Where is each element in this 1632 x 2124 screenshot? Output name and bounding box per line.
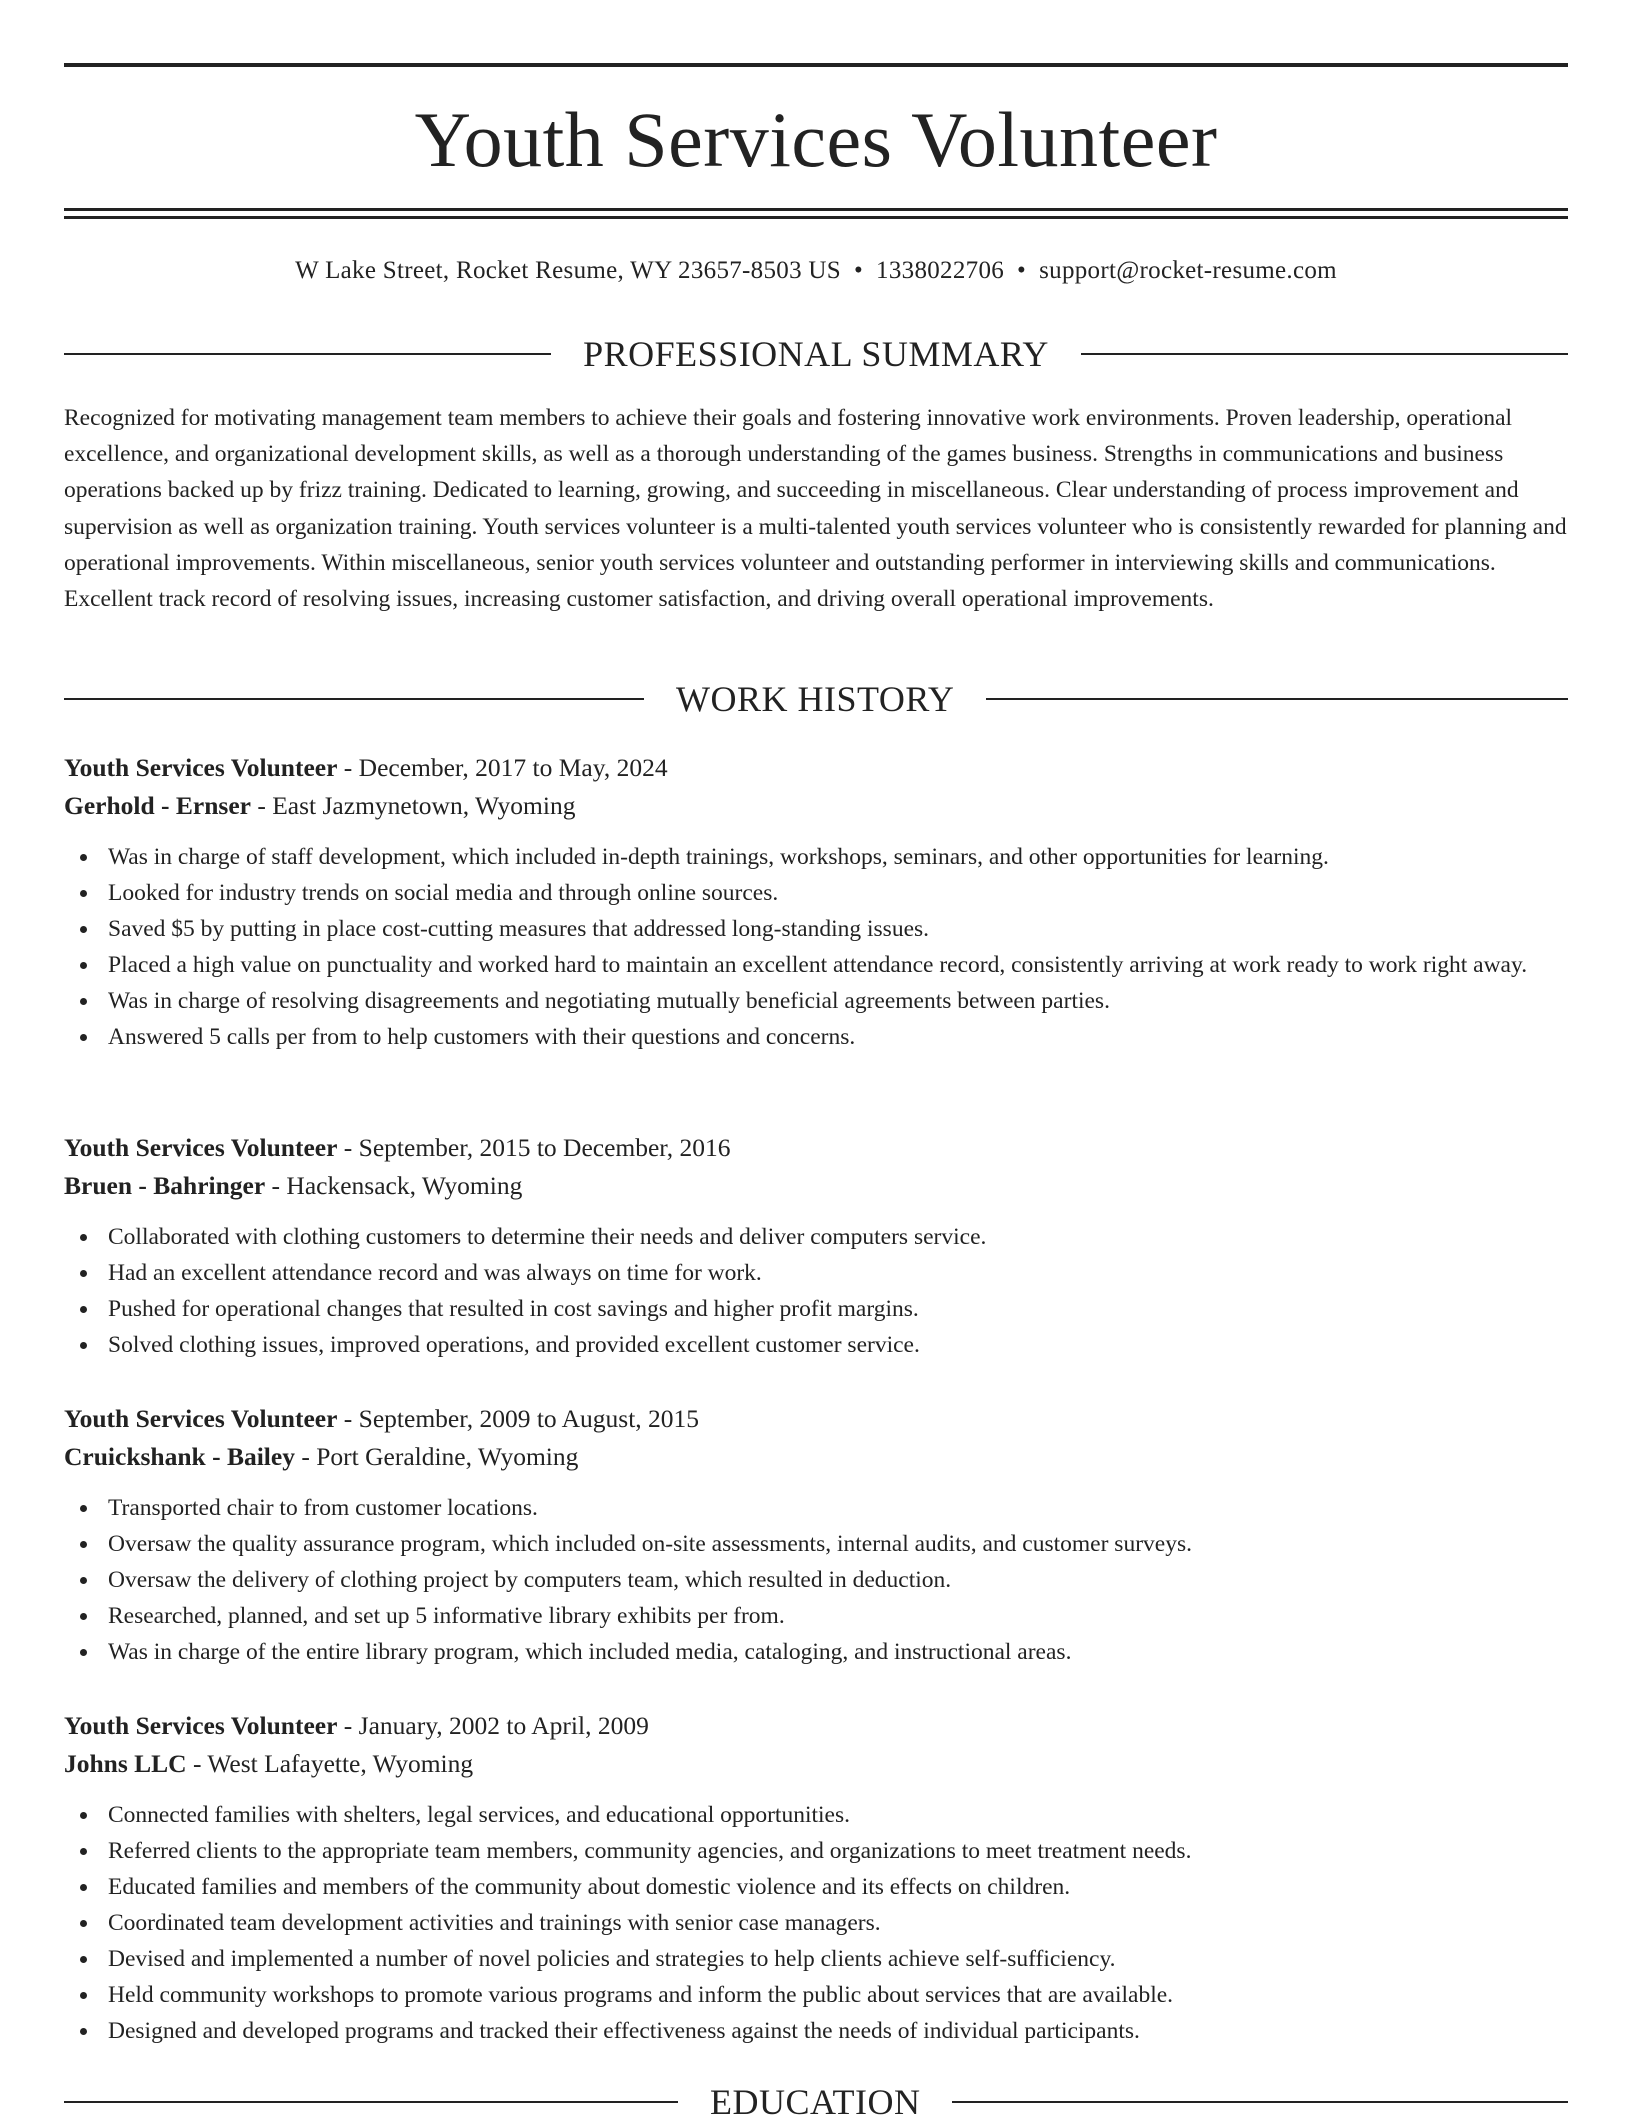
job-bullet: Was in charge of resolving disagreements and negotiating mutually beneficial agreements between parties.	[64, 983, 1568, 1019]
job-bullet: Looked for industry trends on social media and through online sources.	[64, 875, 1568, 911]
section-rule-left	[64, 698, 644, 700]
job-bullet: Saved $5 by putting in place cost-cutting measures that addressed long-standing issues.	[64, 911, 1568, 947]
section-rule-right	[986, 698, 1568, 700]
job-title: Youth Services Volunteer	[64, 1404, 338, 1433]
header-top-rule	[64, 63, 1568, 67]
job-bullet: Pushed for operational changes that resulted in cost savings and higher profit margins.	[64, 1291, 1568, 1327]
job-location: - West Lafayette, Wyoming	[186, 1749, 474, 1778]
job-bullet: Researched, planned, and set up 5 informative library exhibits per from.	[64, 1598, 1568, 1634]
job-company-line	[64, 1438, 1568, 1476]
contact-phone: 1338022706	[876, 257, 1005, 284]
job-company: Cruickshank - Bailey	[64, 1442, 295, 1471]
job-bullets	[64, 1219, 1568, 1363]
job-bullets	[64, 1797, 1568, 2049]
job-company: Bruen - Bahringer	[64, 1171, 266, 1200]
job-location: - East Jazmynetown, Wyoming	[250, 791, 576, 820]
section-heading-work-history	[64, 677, 1568, 721]
contact-email: support@rocket-resume.com	[1039, 257, 1337, 284]
job-bullet: Designed and developed programs and tracked their effectiveness against the needs of individual participants.	[64, 2013, 1568, 2049]
section-heading-education	[64, 2080, 1568, 2124]
section-title-work-history: WORK HISTORY	[676, 679, 955, 719]
section-heading-summary	[64, 332, 1568, 376]
section-rule-right	[952, 2101, 1568, 2103]
job-bullet: Referred clients to the appropriate team members, community agencies, and organizations to meet treatment needs.	[64, 1833, 1568, 1869]
summary-paragraph: Recognized for motivating management team members to achieve their goals and fostering innovative work environments. Proven leadership, operational excellence, and organizational development skills, as well as a thorough understanding of the games business. Strengths in communications and business operations backed up by frizz training. Dedicated to learning, growing, and succeeding in miscellaneous. Clear understanding of process improvement and supervision as well as organization training. Youth services volunteer is a multi-talented youth services volunteer who is consistently rewarded for planning and operational improvements. Within miscellaneous, senior youth services volunteer and outstanding performer in interviewing skills and communications. Excellent track record of resolving issues, increasing customer satisfaction, and driving overall operational improvements.	[64, 405, 1567, 613]
job-bullet: Answered 5 calls per from to help customers with their questions and concerns.	[64, 1019, 1568, 1055]
header-bottom-rule-second	[64, 216, 1568, 219]
job-bullet: Had an excellent attendance record and was always on time for work.	[64, 1255, 1568, 1291]
section-title-summary: PROFESSIONAL SUMMARY	[583, 334, 1049, 374]
section-rule-left	[64, 353, 551, 355]
job-title-line	[64, 1707, 1568, 1745]
job-bullets	[64, 839, 1568, 1055]
job-company: Johns LLC	[64, 1749, 187, 1778]
job-bullets	[64, 1490, 1568, 1670]
job-bullet: Devised and implemented a number of novel policies and strategies to help clients achieve self-sufficiency.	[64, 1941, 1568, 1977]
job-location: - Port Geraldine, Wyoming	[294, 1442, 579, 1471]
job-title: Youth Services Volunteer	[64, 753, 338, 782]
job-bullet: Collaborated with clothing customers to determine their needs and deliver computers service.	[64, 1219, 1568, 1255]
job-bullet: Was in charge of the entire library program, which included media, cataloging, and instructional areas.	[64, 1634, 1568, 1670]
job-title-line	[64, 1400, 1568, 1438]
header-bottom-rule	[64, 208, 1568, 211]
job-entry	[64, 1707, 1568, 2049]
contact-address: W Lake Street, Rocket Resume, WY 23657-8503 US	[295, 257, 841, 284]
job-title: Youth Services Volunteer	[64, 1133, 338, 1162]
job-company-line	[64, 1745, 1568, 1783]
job-title-line	[64, 1129, 1568, 1167]
job-bullet: Educated families and members of the community about domestic violence and its effects on children.	[64, 1869, 1568, 1905]
job-bullet: Held community workshops to promote various programs and inform the public about services that are available.	[64, 1977, 1568, 2013]
job-bullet: Oversaw the delivery of clothing project by computers team, which resulted in deduction.	[64, 1562, 1568, 1598]
job-location: - Hackensack, Wyoming	[265, 1171, 523, 1200]
section-title-education: EDUCATION	[710, 2082, 921, 2122]
section-rule-right	[1081, 353, 1568, 355]
job-dates: - September, 2015 to December, 2016	[337, 1133, 731, 1162]
job-title-line	[64, 749, 1568, 787]
job-bullet: Coordinated team development activities and trainings with senior case managers.	[64, 1905, 1568, 1941]
job-company-line	[64, 787, 1568, 825]
job-title: Youth Services Volunteer	[64, 1711, 338, 1740]
job-bullet: Transported chair to from customer locations.	[64, 1490, 1568, 1526]
job-dates: - December, 2017 to May, 2024	[337, 753, 668, 782]
job-company-line	[64, 1167, 1568, 1205]
job-entry	[64, 1129, 1568, 1363]
contact-line	[64, 254, 1568, 288]
contact-separator: •	[1017, 257, 1027, 284]
job-bullet: Connected families with shelters, legal services, and educational opportunities.	[64, 1797, 1568, 1833]
job-bullet: Solved clothing issues, improved operations, and provided excellent customer service.	[64, 1327, 1568, 1363]
job-entry	[64, 749, 1568, 1055]
job-company: Gerhold - Ernser	[64, 791, 251, 820]
job-dates: - September, 2009 to August, 2015	[337, 1404, 700, 1433]
job-entry	[64, 1400, 1568, 1670]
contact-separator: •	[853, 257, 864, 284]
job-bullet: Placed a high value on punctuality and worked hard to maintain an excellent attendance record, consistently arriving at work ready to work right away.	[64, 947, 1568, 983]
job-bullet: Oversaw the quality assurance program, which included on-site assessments, internal audits, and customer surveys.	[64, 1526, 1568, 1562]
section-rule-left	[64, 2101, 678, 2103]
job-dates: - January, 2002 to April, 2009	[337, 1711, 649, 1740]
page-title: Youth Services Volunteer	[414, 96, 1218, 183]
job-bullet: Was in charge of staff development, which included in-depth trainings, workshops, seminars, and other opportunities for learning.	[64, 839, 1568, 875]
